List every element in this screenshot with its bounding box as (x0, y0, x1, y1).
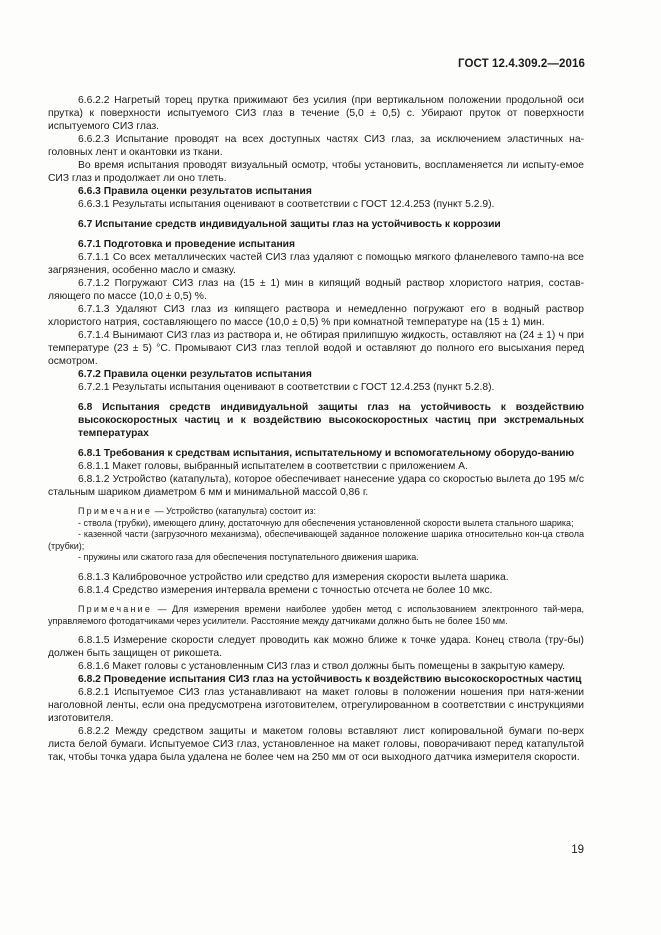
paragraph-visual-inspection: Во время испытания проводят визуальный осмотр, чтобы установить, воспламеняется ли испыту-емое СИЗ глаз и продолжает ли оно тлеть. (48, 160, 584, 184)
note-label: Примечание (78, 506, 153, 516)
note-list-item: - ствола (трубки), имеющего длину, достаточную для обеспечения установленной скорости вылета стального шарика; (78, 517, 574, 528)
note-list-item: - пружины или сжатого газа для обеспечения поступательного движения шарика. (78, 552, 419, 563)
heading-6-6-3: 6.6.3 Правила оценки результатов испытания (78, 186, 312, 197)
document-header: ГОСТ 12.4.309.2—2016 (458, 58, 585, 70)
heading-6-7: 6.7 Испытание средств индивидуальной защиты глаз на устойчивость к коррозии (78, 219, 501, 230)
note-label: Примечание (78, 603, 153, 614)
heading-6-7-2: 6.7.2 Правила оценки результатов испытания (78, 369, 312, 380)
document-body (48, 94, 584, 764)
paragraph-6-6-2-2: 6.6.2.2 Нагретый торец прутка прижимают без усилия (при вертикальном положении продольной оси прутка) к поверхности испытуемого СИЗ глаз в течение (5,0 ± 0,5) с. Убирают пруток от поверхности испытуемого СИЗ глаз. (48, 95, 584, 132)
note-intro: — Устройство (катапульта) состоит из: (152, 506, 317, 516)
paragraph-6-7-1-1: 6.7.1.1 Со всех металлических частей СИЗ глаз удаляют с помощью мягкого фланелевого тампо-на все загрязнения, особенно масло и смазку. (48, 252, 584, 276)
paragraph-6-8-1-5: 6.8.1.5 Измерение скорости следует проводить как можно ближе к точке удара. Конец ствола (тру-бы) должен быть защищен от рикошета. (48, 635, 584, 660)
paragraph-6-8-1-1: 6.8.1.1 Макет головы, выбранный испытателем в соответствии с приложением А. (78, 461, 468, 472)
note-text: — Для измерения времени наиболее удобен метод с использованием электронного тай-мера, управляемого фотодатчиками через усилители. Расстояние между датчиками должно быть не более 150 мм. (48, 603, 584, 626)
paragraph-6-6-2-3: 6.6.2.3 Испытание проводят на всех доступных частях СИЗ глаз, за исключением эластичных на-головных лент и окантовки из ткани. (48, 134, 584, 158)
heading-6-7-1: 6.7.1 Подготовка и проведение испытания (78, 239, 296, 250)
heading-6-8-1: 6.8.1 Требования к средствам испытания, испытательному и вспомогательному оборудо-ванию (78, 448, 575, 459)
paragraph-6-8-1-4: 6.8.1.4 Средство измерения интервала времени с точностью отсчета не более 10 мкс. (78, 584, 493, 596)
paragraph-6-8-2-2: 6.8.2.2 Между средством защиты и макетом головы вставляют лист копировальной бумаги по-верх листа белой бумаги. Испытуемое СИЗ глаз, установленное на макет головы, поворачивают перед катапультой так, чтобы точка удара была удалена не более чем на 250 мм от оси выходного датчика измерителя скорости. (48, 726, 584, 764)
paragraph-6-8-1-6: 6.8.1.6 Макет головы с установленным СИЗ глаз и ствол должны быть помещены в закрытую камеру. (78, 661, 565, 673)
heading-6-8-2: 6.8.2 Проведение испытания СИЗ глаз на устойчивость к воздействию высокоскоростных частиц (78, 674, 582, 686)
paragraph-6-8-2-1: 6.8.2.1 Испытуемое СИЗ глаз устанавливают на макет головы в положении ношения при натя-жении наголовной ленты, если она предусмотрена изготовителем, отрегулированном в соответствии с инструкциями изготовителя. (48, 687, 584, 725)
note-list-item: - казенной части (загрузочного механизма), обеспечивающей заданное положение шарика относительно кон-ца ствола (трубки); (48, 529, 584, 551)
note-catapult (48, 506, 584, 518)
paragraph-6-8-1-3: 6.8.1.3 Калибровочное устройство или средство для измерения скорости вылета шарика. (78, 571, 509, 583)
paragraph-6-7-1-4: 6.7.1.4 Вынимают СИЗ глаз из раствора и, не обтирая прилипшую жидкость, оставляют на (24 ± 1) ч при температуре (23 ± 5) °С. Промывают СИЗ глаз теплой водой и оставляют до полного его высыхания перед осмотром. (48, 330, 584, 367)
paragraph-6-7-1-2: 6.7.1.2 Погружают СИЗ глаз на (15 ± 1) мин в кипящий водный раствор хлористого натрия, состав-ляющего по массе (10,0 ± 0,5) %. (48, 278, 584, 302)
note-timer (48, 604, 584, 627)
heading-6-8: 6.8 Испытания средств индивидуальной защиты глаз на устойчивость к воздействию высокоскоростных частиц и к воздействию высокоскоростных частиц при экстремальных температурах (78, 402, 584, 439)
paragraph-6-7-2-1: 6.7.2.1 Результаты испытания оценивают в соответствии с ГОСТ 12.4.253 (пункт 5.2.8). (78, 382, 495, 393)
paragraph-6-8-1-2: 6.8.1.2 Устройство (катапульта), которое обеспечивает нанесение удара со скоростью вылета до 195 м/с стальным шариком диаметром 6 мм и минимальной массой 0,86 г. (48, 474, 584, 498)
paragraph-6-7-1-3: 6.7.1.3 Удаляют СИЗ глаз из кипящего раствора и немедленно погружают его в водный раствор хлористого натрия, составляющего по массе (10,0 ± 0,5) % при комнатной температуре на (15 ± 1) мин. (48, 304, 584, 328)
page-number: 19 (571, 844, 584, 856)
paragraph-6-6-3-1: 6.6.3.1 Результаты испытания оценивают в соответствии с ГОСТ 12.4.253 (пункт 5.2.9). (78, 199, 495, 210)
